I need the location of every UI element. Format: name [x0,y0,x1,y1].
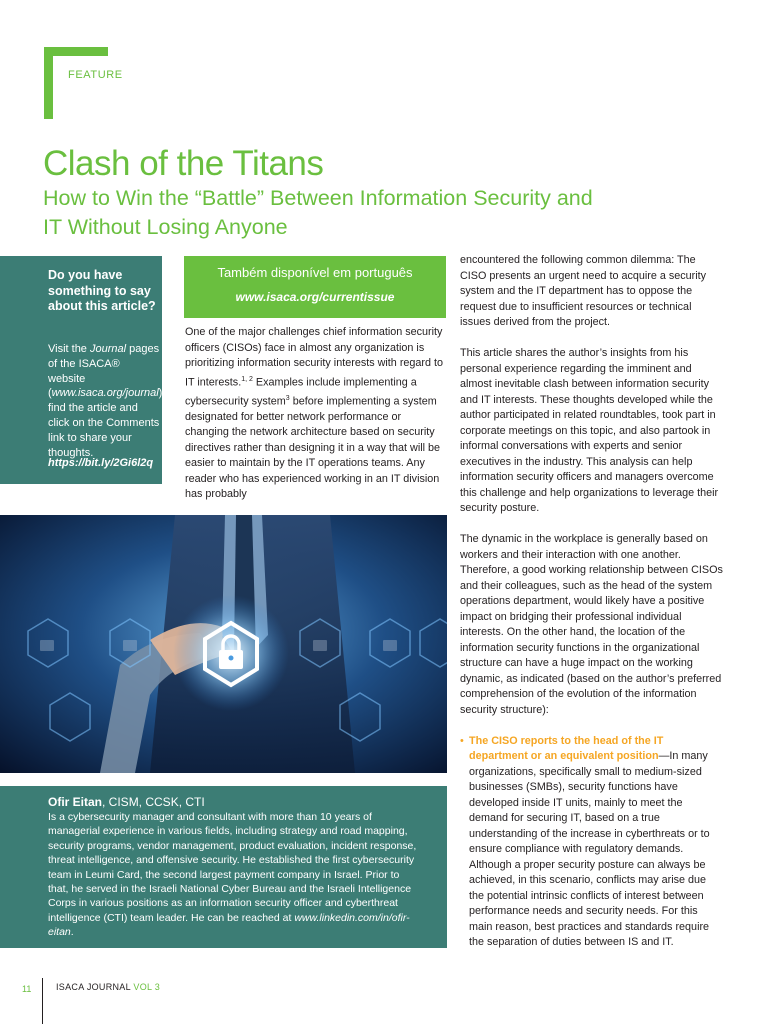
journal-name: ISACA JOURNAL [56,982,131,992]
cybersecurity-photo [0,515,447,773]
author-name [48,795,205,809]
sidebar-site-link[interactable]: www.isaca.org/journal [51,387,159,400]
body-column-right [460,253,724,951]
sidebar-body-text: pages of the ISACA® website ( [48,343,160,400]
body-column-left [185,325,447,503]
journal-volume: VOL 3 [133,982,161,992]
bullet-mark: • [460,734,464,747]
article-title: Clash of the Titans [43,144,324,183]
sidebar-body-text: ), find the article and click on the Comments link to share your thoughts. [48,387,166,459]
author-credentials: , CISM, CCSK, CTI [102,795,205,809]
footnote-ref: 1, 2 [241,375,253,383]
author-bio [48,810,420,940]
author-bio-end: . [70,926,74,939]
bullet-item [460,734,724,951]
section-bracket-vertical [44,47,53,119]
bullet-text: —In many organizations, specifically small to medium-sized businesses (SMBs), security functions have developed inside IT units, mainly to meet the demand for securing IT, based on a true understanding of the increase in cyberthreats or to ensure compliance with regulatory demands. Although a proper security posture can always be achieved, in this scenario, conflicts may arise due the potential intrinsic conflicts of interest between performance needs and security needs. For this main reason, best practices and standards require the separation of duties between IS and IT. [469,750,710,948]
section-label: FEATURE [68,69,123,81]
author-box [0,786,447,948]
portuguese-label: Também disponível em português [217,265,413,280]
paragraph: The dynamic in the workplace is generally based on workers and their interaction with one another. Therefore, a good working relationship between CISOs and their colleagues, such as the head of the system operations department, would likely have a positive impact on bridging their professional individual interests. On the other hand, the location of the information security functions in the organizational structure can have a huge impact on the working dynamic, as indicated (based on the author’s preferred comprehension of the evolution of the information security structure): [460,533,723,716]
bullet-lead: The CISO reports to the head of the IT department or an equivalent position [469,734,664,762]
author-name-text: Ofir Eitan [48,795,103,809]
paragraph: encountered the following common dilemma: The CISO presents an urgent need to acquire a security system and the IT department has to oppose the request due to insufficient resources or technical issues derived from the project. [460,254,707,328]
paragraph-text: One of the major challenges chief information security officers (CISOs) face in almost any organization is prioritizing information security interests with regard to IT interests. [185,326,444,389]
footer-divider [42,978,43,1024]
sidebar-body [48,342,166,460]
sidebar-body-text: Visit the [48,343,90,355]
portuguese-edition-box[interactable] [184,256,446,318]
paragraph: This article shares the author’s insights from his personal experience regarding the imminent and almost inevitable clash between information security and IT interests. These thoughts developed while the author participated in related roundtables, took part in corporate meetings on this topic, and also partook in informal conversations with experts and senior executives in the industry. This analysis can help information security officers and managers overcome this challenge and help organizations to leverage their security posture. [460,347,719,514]
sidebar-question: Do you have something to say about this article? [48,268,156,313]
footnote-ref: 3 [285,394,290,402]
footer-journal [56,982,160,992]
paragraph [185,325,447,503]
sidebar-journal-word: Journal [90,343,127,355]
page-number: 11 [22,984,32,994]
comment-sidebar [0,256,166,484]
paragraph-text: Examples include implementing a cybersecurity system [185,376,417,408]
author-linkedin-link[interactable]: www.linkedin.com/in/ofir-eitan [48,911,410,939]
article-subtitle: How to Win the “Battle” Between Information Security and IT Without Losing Anyone [43,186,593,239]
section-bracket-horizontal [44,47,108,56]
author-bio-text: Is a cybersecurity manager and consultant with more than 10 years of managerial experience in various fields, including strategy and road mapping, security programs, vendor management, product evaluation, incident response, threat intelligence, and offensive security. He established the first cybersecurity team in Leumi Card, the second largest payment company in Israel. Prior to that, he served in the Israeli National Cyber Bureau and the Israeli Intelligence Corps in various positions as an information security officer and cyberthreat intelligence (CTI) team leader. He can be reached at [48,811,417,924]
paragraph-text: before implementing a system designated for better network performance or changing the network architecture based on security directives rather than designing it in a way that will be easier to maintain by the IT operations teams. Any reader who has experienced working in an IT division has probably [185,395,441,501]
sidebar-short-link[interactable]: https://bit.ly/2Gi6l2q [48,457,154,469]
portuguese-link[interactable]: www.isaca.org/currentissue [235,290,395,304]
